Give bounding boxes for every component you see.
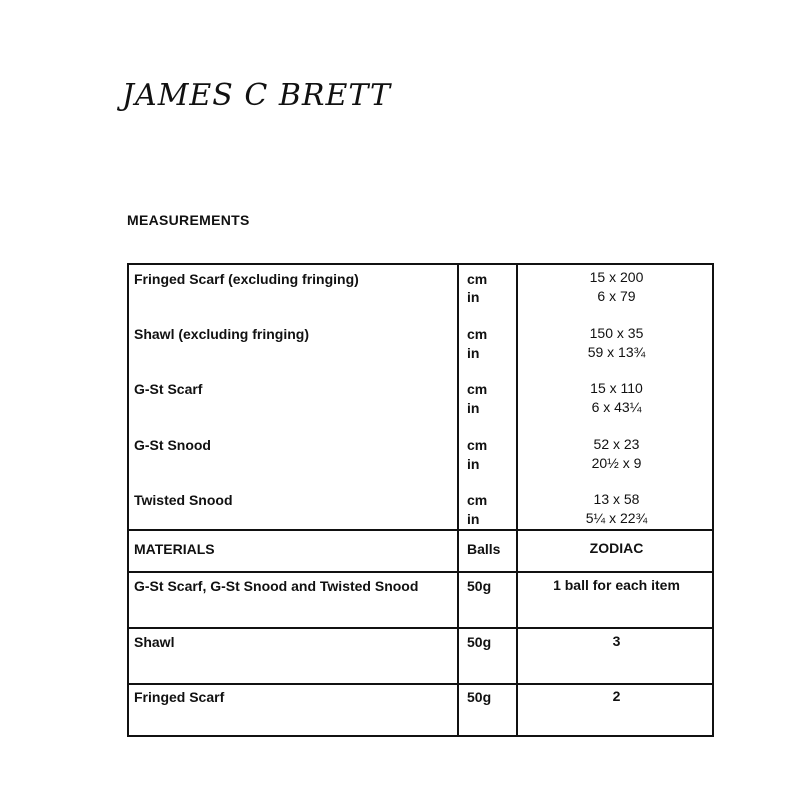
material-item: Shawl [134,634,175,650]
material-amount: 1 ball for each item [553,577,680,593]
value-cm: 15 x 200 [589,269,644,285]
unit-cm: cm [467,437,488,453]
section-title: MEASUREMENTS [127,212,250,228]
item-name: Shawl (excluding fringing) [134,326,309,342]
value-in: 6 x 79 [597,288,636,304]
value-cm: 150 x 35 [589,325,644,341]
item-name: G-St Snood [134,437,211,453]
row-divider [129,683,712,685]
value-in: 59 x 13¾ [587,344,646,360]
value-cm: 15 x 110 [590,380,643,396]
unit-cm: cm [467,381,488,397]
row-divider [129,571,712,573]
value-in: 20½ x 9 [591,455,642,471]
item-name: Twisted Snood [134,492,233,508]
material-amount: 2 [612,688,621,704]
row-divider [129,627,712,629]
brand-logo: JAMES C BRETT [122,78,391,113]
item-name: Fringed Scarf (excluding fringing) [134,271,359,287]
material-item: Fringed Scarf [134,689,225,705]
material-weight: 50g [467,634,492,650]
unit-in: in [467,456,480,472]
unit-in: in [467,400,480,416]
unit-cm: cm [467,271,488,287]
material-weight: 50g [467,689,492,705]
material-amount: 3 [612,633,621,649]
value-cm: 13 x 58 [593,491,640,507]
value-in: 5¼ x 22¾ [585,510,648,526]
measurements-table [127,263,714,737]
unit-in: in [467,289,480,305]
column-divider [516,265,518,735]
value-cm: 52 x 23 [593,436,640,452]
unit-in: in [467,345,480,361]
material-weight: 50g [467,578,492,594]
row-divider [129,529,712,531]
unit-cm: cm [467,326,488,342]
balls-label: Balls [467,541,501,557]
column-divider [457,265,459,735]
materials-label: MATERIALS [134,541,215,557]
value-in: 6 x 43¼ [591,399,642,415]
unit-cm: cm [467,492,488,508]
item-name: G-St Scarf [134,381,203,397]
yarn-label: ZODIAC [589,540,644,556]
unit-in: in [467,511,480,527]
material-item: G-St Scarf, G-St Snood and Twisted Snood [134,578,419,594]
